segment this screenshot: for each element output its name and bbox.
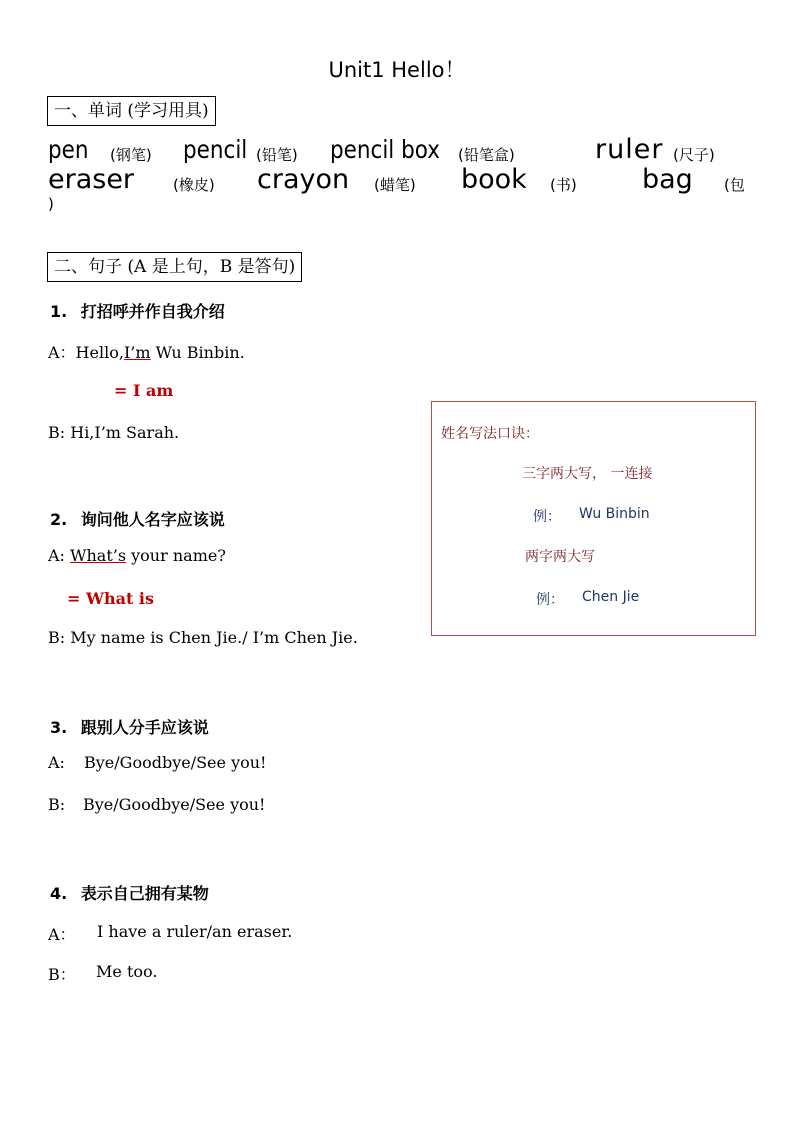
line-text: Bye/Goodbye/See you!	[84, 753, 267, 772]
line-text: Me too.	[96, 962, 158, 981]
vocab-translation: )	[48, 195, 54, 213]
line-text: A:	[48, 546, 71, 565]
line-text: your name?	[126, 546, 226, 565]
dialogue-line-b	[48, 795, 266, 814]
underlined-contraction: I’m	[123, 343, 151, 362]
vocab-translation: (铅笔)	[256, 146, 298, 164]
section-vocabulary-heading: 一、单词 (学习用具)	[47, 96, 216, 126]
dialogue-line-a	[48, 546, 226, 565]
dialogue-line-b: B: Hi,I’m Sarah.	[48, 423, 180, 442]
contraction-note: = I am	[114, 381, 174, 400]
speaker-label: A:	[48, 753, 65, 772]
contraction-note: = What is	[67, 589, 154, 608]
vocab-translation: (铅笔盒)	[458, 146, 515, 164]
vocab-word: eraser	[48, 164, 135, 195]
page-title: Unit1 Hello！	[328, 58, 466, 82]
item-number: 3.	[50, 718, 68, 737]
item-heading	[50, 881, 209, 904]
name-writing-tip-box	[431, 401, 756, 636]
tip-example-name: Wu Binbin	[579, 506, 650, 522]
dialogue-line-a	[48, 922, 293, 945]
vocab-word: ruler	[595, 134, 664, 165]
section-sentences-heading: 二、句子 (A 是上句，B 是答句)	[47, 252, 302, 282]
item-number: 1.	[50, 302, 68, 321]
item-heading	[50, 299, 225, 322]
line-text: Wu Binbin.	[150, 343, 245, 362]
vocab-word: bag	[642, 164, 693, 195]
dialogue-line-b	[48, 962, 158, 985]
item-title: 询问他人名字应该说	[80, 510, 225, 529]
vocab-translation: (书)	[550, 176, 577, 194]
speaker-label: B:	[48, 795, 66, 814]
vocab-word: pen	[48, 135, 89, 164]
line-text: A：Hello,	[48, 343, 124, 362]
vocab-word: pencil	[183, 135, 248, 164]
tip-example-label: 例：	[533, 509, 561, 525]
speaker-label: B：	[48, 965, 76, 984]
underlined-contraction: What’s	[70, 546, 127, 565]
vocab-word: book	[461, 164, 527, 195]
vocab-translation: (蜡笔)	[374, 176, 416, 194]
dialogue-line-b: B: My name is Chen Jie./ I’m Chen Jie.	[48, 628, 358, 647]
item-title: 表示自己拥有某物	[80, 884, 209, 903]
vocab-word: crayon	[257, 164, 350, 195]
tip-rule-three-char: 三字两大写， 一连接	[522, 466, 653, 482]
dialogue-line-a	[48, 340, 245, 363]
vocab-word: pencil box	[330, 135, 440, 164]
tip-heading: 姓名写法口诀：	[441, 426, 539, 442]
item-title: 打招呼并作自我介绍	[80, 302, 225, 321]
item-number: 2.	[50, 510, 68, 529]
tip-rule-two-char: 两字两大写	[525, 549, 595, 565]
vocab-translation: (尺子)	[673, 146, 715, 164]
vocab-translation: (包	[724, 176, 745, 194]
item-number: 4.	[50, 884, 68, 903]
vocab-translation: (橡皮)	[173, 176, 215, 194]
item-heading	[50, 507, 225, 530]
line-text: I have a ruler/an eraser.	[97, 922, 293, 941]
line-text: Bye/Goodbye/See you!	[83, 795, 266, 814]
dialogue-line-a	[48, 753, 267, 772]
vocab-translation: (钢笔)	[110, 146, 152, 164]
item-heading	[50, 715, 209, 738]
speaker-label: A：	[48, 925, 76, 944]
tip-example-label: 例：	[536, 592, 564, 608]
item-title: 跟别人分手应该说	[80, 718, 209, 737]
tip-example-name: Chen Jie	[582, 589, 640, 605]
